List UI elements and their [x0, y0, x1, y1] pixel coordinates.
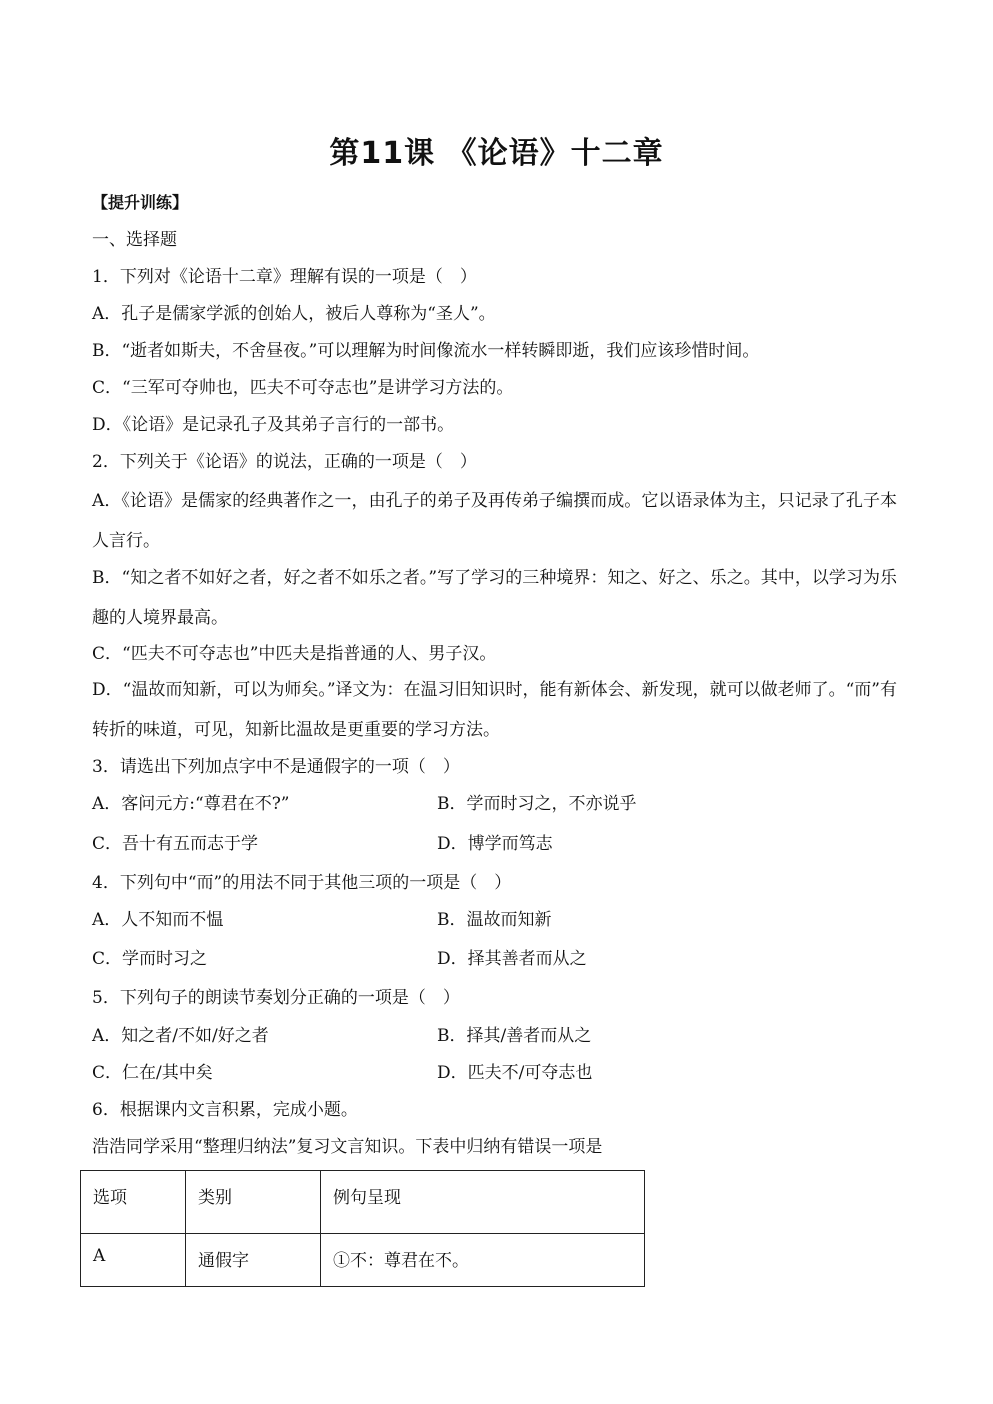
question-2-option-a: A．《论语》是儒家的经典著作之一，由孔子的弟子及再传弟子编撰而成。它以语录体为主，只记录了孔子本人言行。	[92, 491, 897, 551]
question-2-option-b: B．“知之者不如好之者，好之者不如乐之者。”写了学习的三种境界：知之、好之、乐之。其中，以学习为乐趣的人境界最高。	[92, 568, 897, 628]
question-6-intro: 浩浩同学采用“整理归纳法”复习文言知识。下表中归纳有错误一项是	[92, 1137, 603, 1157]
knowledge-table	[80, 1170, 645, 1287]
question-5-stem: 5．下列句子的朗读节奏划分正确的一项是（ ）	[92, 988, 460, 1008]
section-label: 【提升训练】	[92, 193, 189, 212]
question-5-option-d: D．匹夫不/可夺志也	[437, 1063, 593, 1083]
question-3-option-a: A．客问元方:“尊君在不?”	[92, 794, 290, 814]
question-2-option-d: D．“温故而知新，可以为师矣。”译文为：在温习旧知识时，能有新体会、新发现，就可以做老师了。“而”有转折的味道，可见，知新比温故是更重要的学习方法。	[92, 680, 897, 740]
question-2-stem: 2．下列关于《论语》的说法，正确的一项是（ ）	[92, 452, 477, 472]
question-4-option-a: A．人不知而不愠	[92, 910, 224, 930]
question-1-option-d: D．《论语》是记录孔子及其弟子言行的一部书。	[92, 415, 455, 435]
question-4-option-d: D．择其善者而从之	[437, 949, 587, 969]
question-3-option-d: D．博学而笃志	[437, 834, 553, 854]
table-header-cell: 类别	[186, 1171, 321, 1234]
question-3-option-b: B．学而时习之，不亦说乎	[437, 794, 637, 814]
question-2-option-c: C．“匹夫不可夺志也”中匹夫是指普通的人、男子汉。	[92, 644, 497, 664]
table-header-cell: 例句呈现	[321, 1171, 645, 1234]
question-3-option-c: C．吾十有五而志于学	[92, 834, 259, 854]
question-1-option-b: B．“逝者如斯夫，不舍昼夜。”可以理解为时间像流水一样转瞬即逝，我们应该珍惜时间。	[92, 341, 760, 361]
table-header-cell: 选项	[81, 1171, 186, 1234]
question-1-stem: 1．下列对《论语十二章》理解有误的一项是（ ）	[92, 267, 477, 287]
question-4-option-b: B．温故而知新	[437, 910, 552, 930]
question-1-option-c: C．“三军可夺帅也，匹夫不可夺志也”是讲学习方法的。	[92, 378, 514, 398]
question-4-option-c: C．学而时习之	[92, 949, 208, 969]
question-4-stem: 4．下列句中“而”的用法不同于其他三项的一项是（ ）	[92, 873, 512, 893]
table-cell: 通假字	[186, 1234, 321, 1287]
page-title: 第11课 《论语》十二章	[329, 136, 664, 171]
question-6-stem: 6．根据课内文言积累，完成小题。	[92, 1100, 358, 1120]
question-5-option-c: C．仁在/其中矣	[92, 1063, 213, 1083]
question-5-option-a: A．知之者/不如/好之者	[92, 1026, 269, 1046]
table-cell: ①不：尊君在不。	[321, 1234, 645, 1287]
part-heading: 一、选择题	[92, 230, 177, 250]
table-header-row	[81, 1171, 645, 1234]
question-3-stem: 3．请选出下列加点字中不是通假字的一项（ ）	[92, 757, 460, 777]
table-row	[81, 1234, 645, 1287]
question-5-option-b: B．择其/善者而从之	[437, 1026, 592, 1046]
table-cell: A	[81, 1234, 186, 1287]
question-1-option-a: A．孔子是儒家学派的创始人，被后人尊称为“圣人”。	[92, 304, 496, 324]
